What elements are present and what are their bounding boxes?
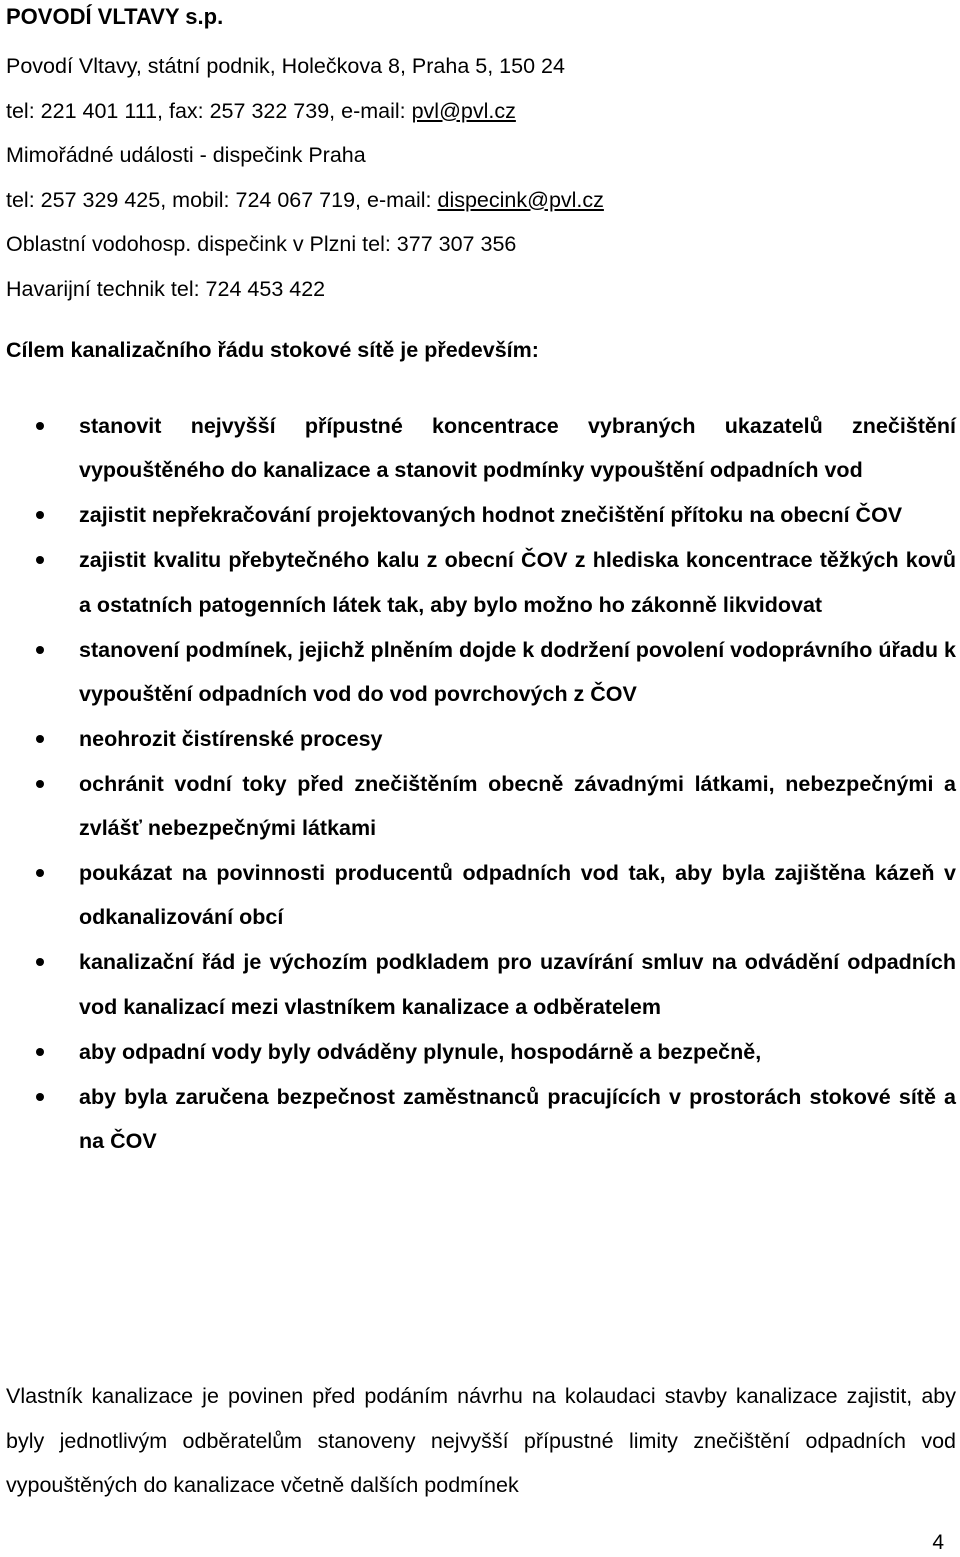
emergency-title: Mimořádné události - dispečink Praha: [6, 143, 366, 167]
list-item: [6, 1030, 956, 1074]
list-item-text: aby odpadní vody byly odváděny plynule, hospodárně a bezpečně,: [79, 1039, 762, 1064]
list-item: [6, 940, 956, 1029]
bullet-icon: [36, 869, 44, 877]
list-item-text: zajistit nepřekračování projektovaných hodnot znečištění přítoku na obecní ČOV: [79, 503, 903, 528]
owner-obligation-paragraph: Vlastník kanalizace je povinen před podáním návrhu na kolaudaci stavby kanalizace zajistit, aby byly jednotlivým odběratelům stanoveny nejvyšší přípustné limity znečištění odpadních vod vypouštěných do kanalizace včetně dalších podmínek: [6, 1384, 956, 1497]
bullet-icon: [36, 780, 44, 788]
bullet-icon: [36, 1048, 44, 1056]
dispatch-line: [6, 178, 946, 223]
section-heading: Cílem kanalizačního řádu stokové sítě je především:: [6, 338, 539, 362]
goals-list: [6, 404, 956, 1164]
list-item-text: stanovit nejvyšší přípustné koncentrace vybraných ukazatelů znečištění vypouštěného do kanalizace a stanovit podmínky vypouštění odpadních vod: [79, 414, 956, 483]
address-line: Povodí Vltavy, státní podnik, Holečkova 8, Praha 5, 150 24: [6, 54, 565, 78]
contact-email-link[interactable]: pvl@pvl.cz: [411, 98, 516, 123]
list-item-text: aby byla zaručena bezpečnost zaměstnanců pracujících v prostorách stokové sítě a na ČOV: [79, 1084, 956, 1153]
list-item-text: ochránit vodní toky před znečištěním obecně závadnými látkami, nebezpečnými a zvlášť nebezpečnými látkami: [79, 771, 956, 841]
list-item: [6, 762, 956, 851]
organization-title: POVODÍ VLTAVY s.p.: [6, 4, 224, 29]
bullet-icon: [36, 1093, 44, 1101]
list-item: [6, 1075, 956, 1164]
dispatch-line-text: tel: 257 329 425, mobil: 724 067 719, e-mail:: [6, 187, 438, 212]
list-item: [6, 628, 956, 717]
list-item: [6, 538, 956, 627]
bullet-icon: [36, 646, 44, 654]
dispatch-email-link[interactable]: dispecink@pvl.cz: [437, 187, 604, 212]
list-item-text: zajistit kvalitu přebytečného kalu z obecní ČOV z hlediska koncentrace těžkých kovů a ostatních patogenních látek tak, aby bylo možno ho zákonně likvidovat: [79, 548, 956, 617]
list-item-text: stanovení podmínek, jejichž plněním dojde k dodržení povolení vodoprávního úřadu k vypouštění odpadních vod do vod povrchových z ČOV: [79, 637, 956, 706]
list-item: [6, 717, 956, 761]
emergency-technician-line: Havarijní technik tel: 724 453 422: [6, 276, 326, 301]
bullet-icon: [36, 511, 44, 519]
regional-dispatch-line: Oblastní vodohosp. dispečink v Plzni tel: 377 307 356: [6, 232, 517, 256]
list-item-text: kanalizační řád je výchozím podkladem pro uzavírání smluv na odvádění odpadních vod kanalizací mezi vlastníkem kanalizace a odběratelem: [79, 950, 956, 1019]
list-item: [6, 851, 956, 940]
bullet-icon: [36, 556, 44, 564]
contact-line-text: tel: 221 401 111, fax: 257 322 739, e-mail:: [6, 98, 412, 123]
list-item-text: poukázat na povinnosti producentů odpadních vod tak, aby byla zajištěna kázeň v odkanalizování obcí: [79, 861, 956, 930]
list-item: [6, 493, 956, 537]
list-item-text: neohrozit čistírenské procesy: [79, 726, 383, 751]
bullet-icon: [36, 422, 44, 430]
bullet-icon: [36, 735, 44, 743]
contact-line: [6, 89, 946, 134]
list-item: [6, 404, 956, 493]
page-number: 4: [932, 1531, 944, 1554]
bullet-icon: [36, 958, 44, 966]
contact-block: [6, 44, 946, 311]
